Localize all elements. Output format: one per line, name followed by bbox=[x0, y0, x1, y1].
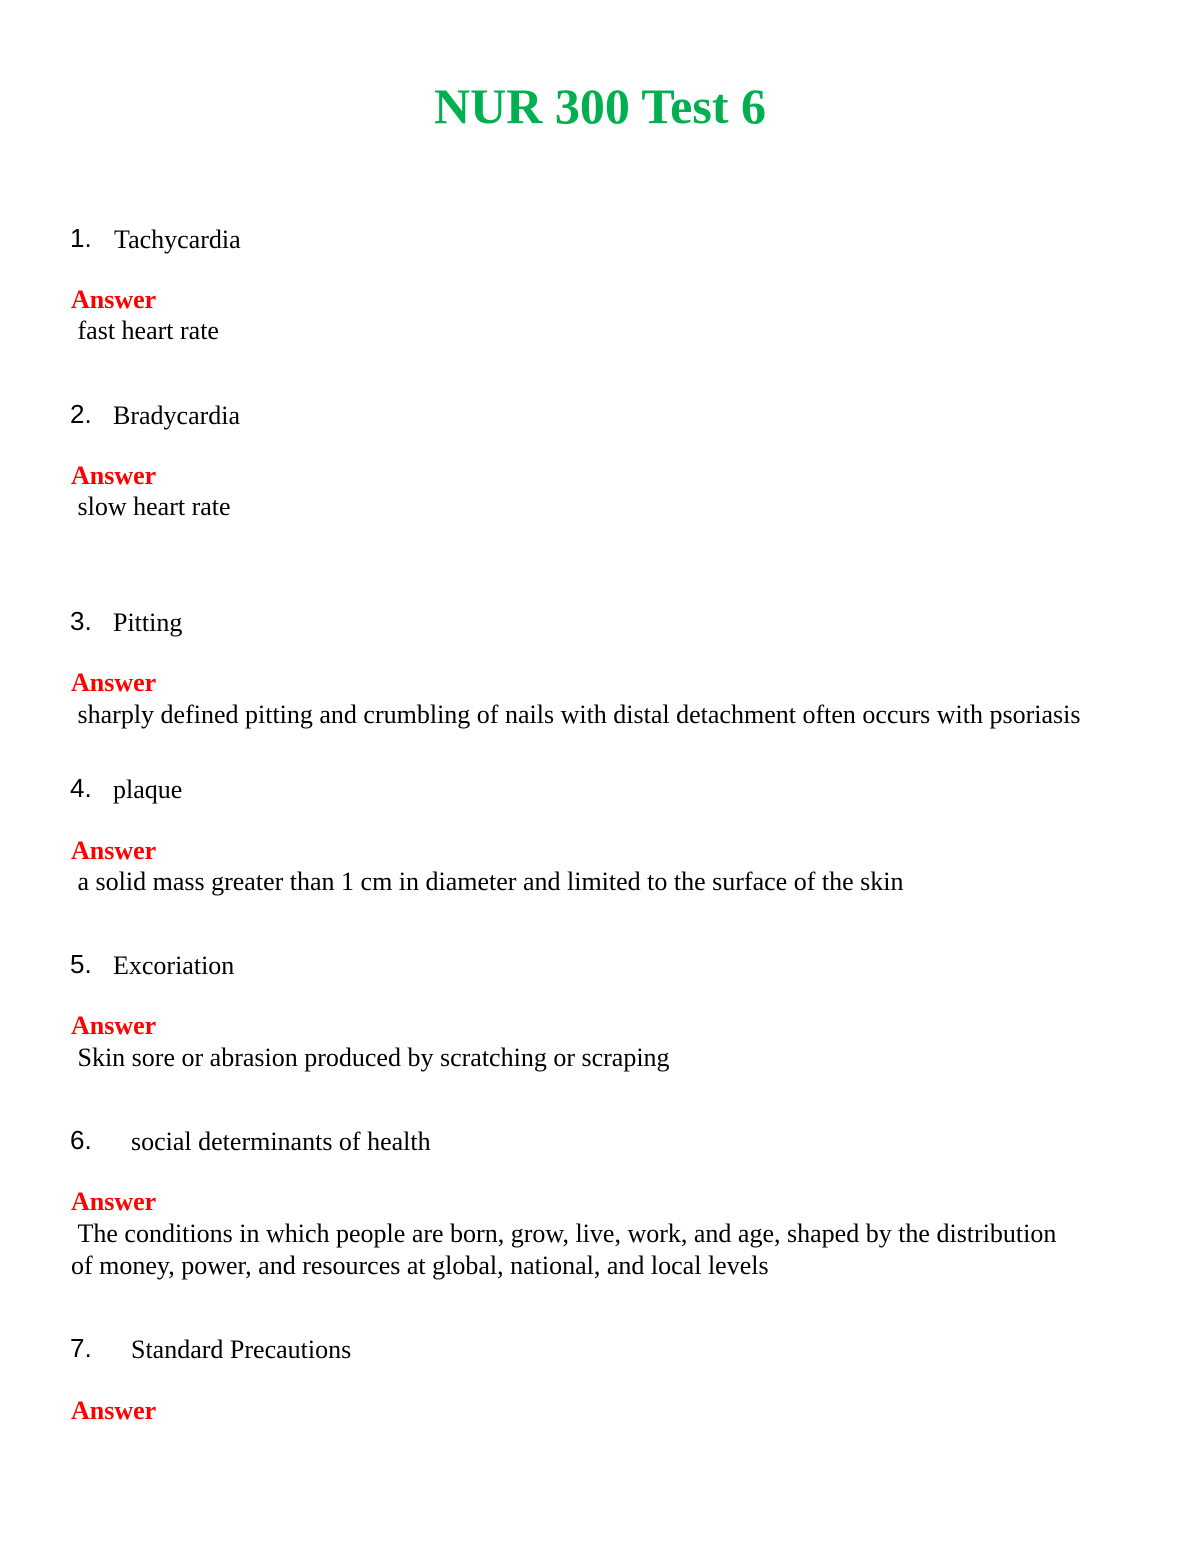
question-term: Tachycardia bbox=[114, 225, 241, 254]
question-number: 1. bbox=[70, 223, 92, 253]
answer-label: Answer bbox=[71, 836, 157, 865]
answer-text: The conditions in which people are born, grow, live, work, and age, shaped by the distribution of money, power, and resources at global, national, and local levels bbox=[71, 1219, 1057, 1280]
question-number: 3. bbox=[70, 606, 92, 636]
question-number: 6. bbox=[70, 1125, 92, 1155]
answer-label: Answer bbox=[71, 1396, 157, 1425]
question-number: 7. bbox=[70, 1333, 92, 1363]
answer-label: Answer bbox=[71, 461, 157, 490]
answer-text: a solid mass greater than 1 cm in diameter and limited to the surface of the skin bbox=[71, 867, 904, 896]
answer-text: slow heart rate bbox=[71, 492, 231, 521]
answer-label: Answer bbox=[71, 285, 157, 314]
answer-label: Answer bbox=[71, 1011, 157, 1040]
page-title: NUR 300 Test 6 bbox=[434, 78, 766, 134]
question-number: 4. bbox=[70, 773, 92, 803]
question-number: 2. bbox=[70, 399, 92, 429]
question-term: social determinants of health bbox=[131, 1127, 431, 1156]
answer-label: Answer bbox=[71, 1187, 157, 1216]
question-term: Bradycardia bbox=[113, 401, 241, 430]
answer-text: Skin sore or abrasion produced by scratching or scraping bbox=[71, 1043, 670, 1072]
answer-text: sharply defined pitting and crumbling of nails with distal detachment often occurs with psoriasis bbox=[71, 700, 1081, 729]
question-term: Pitting bbox=[113, 608, 183, 637]
answer-label: Answer bbox=[71, 668, 157, 697]
question-number: 5. bbox=[70, 949, 92, 979]
question-term: Standard Precautions bbox=[131, 1335, 352, 1364]
question-term: Excoriation bbox=[113, 951, 235, 980]
answer-text: fast heart rate bbox=[71, 316, 219, 345]
question-term: plaque bbox=[113, 775, 183, 804]
